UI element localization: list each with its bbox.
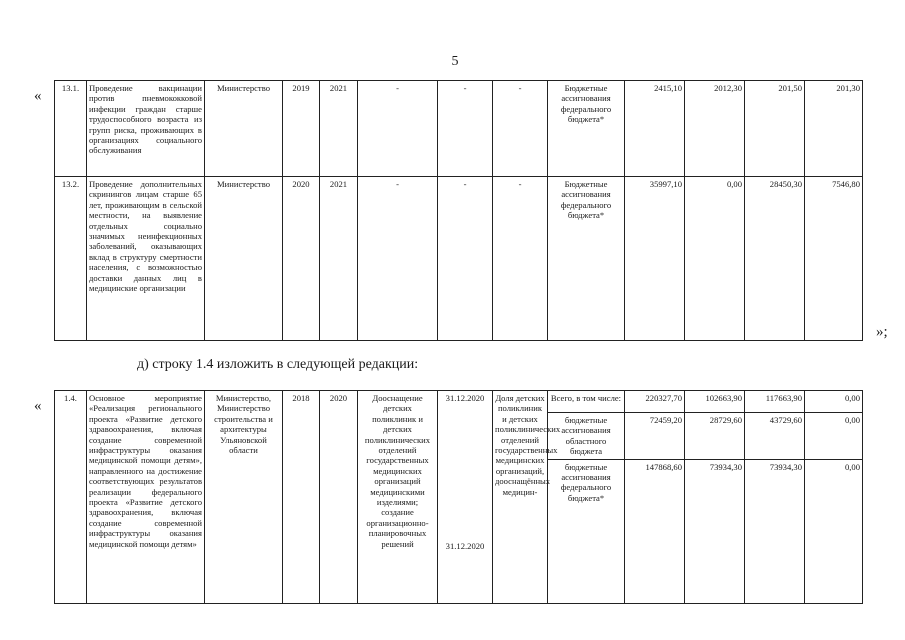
start-year: 2020 bbox=[283, 177, 320, 341]
executor: Министерство bbox=[205, 177, 283, 341]
deadline-date-2: 31.12.2020 bbox=[445, 541, 485, 551]
start-year: 2019 bbox=[283, 81, 320, 177]
executor: Министерство bbox=[205, 81, 283, 177]
end-year: 2020 bbox=[320, 391, 358, 604]
funding-source: бюджетные ассигнования федерального бюджета* bbox=[548, 459, 625, 603]
dash-cell: - bbox=[493, 81, 548, 177]
row-number: 1.4. bbox=[55, 391, 87, 604]
start-year: 2018 bbox=[283, 391, 320, 604]
executor: Министерство, Министерство строительства и архитектуры Ульяновской области bbox=[205, 391, 283, 604]
total-amount: 35997,10 bbox=[625, 177, 685, 341]
closing-quote: »; bbox=[876, 324, 888, 340]
deadline-date-1: 31.12.2020 bbox=[445, 393, 485, 403]
year1-amount: 102663,90 bbox=[685, 391, 745, 413]
year2-amount: 43729,60 bbox=[745, 413, 805, 460]
table-row-1-4 bbox=[54, 390, 863, 604]
year1-amount: 28729,60 bbox=[685, 413, 745, 460]
year3-amount: 7546,80 bbox=[805, 177, 863, 341]
total-amount: 147868,60 bbox=[625, 459, 685, 603]
dash-cell: - bbox=[358, 81, 438, 177]
funding-source: бюджетные ассигнования областного бюджета bbox=[548, 413, 625, 460]
indicator-description: Доля детских поликлиник и детских поликлинических отделений государственных медицинских организаций, дооснащённых медицин- bbox=[493, 391, 548, 604]
year3-amount: 0,00 bbox=[805, 459, 863, 603]
measure-name: Проведение дополнительных скринингов лицам старше 65 лет, проживающим в сельской местности, на выявление отдельных социально значимых неинфекционных заболеваний, оказывающих вклад в структуру смертности населения, с возможностью доставки данных лиц в медицинские организации bbox=[87, 177, 205, 341]
dash-cell: - bbox=[358, 177, 438, 341]
funding-source: Бюджетные ассигнования федерального бюджета* bbox=[548, 177, 625, 341]
measure-name: Основное мероприятие «Реализация регионального проекта «Развитие детского здравоохранения, включая создание современной инфраструктуры оказания медицинской помощи детям», направленного на достижение соответствующих результатов реализации федерального проекта «Развитие детского здравоохранения, включая создание современной инфраструктуры оказания медицинской помощи детям» bbox=[87, 391, 205, 604]
table-row bbox=[55, 391, 863, 413]
funding-source: Всего, в том числе: bbox=[548, 391, 625, 413]
year1-amount: 2012,30 bbox=[685, 81, 745, 177]
year2-amount: 201,50 bbox=[745, 81, 805, 177]
dash-cell: - bbox=[438, 177, 493, 341]
year1-amount: 73934,30 bbox=[685, 459, 745, 603]
table-continuation bbox=[54, 80, 863, 341]
dash-cell: - bbox=[493, 177, 548, 341]
result-description: Дооснащение детских поликлиник и детских поликлинических отделений государственных медицинских организаций медицинскими изделиями; создание организационно-планировочных решений bbox=[358, 391, 438, 604]
year2-amount: 117663,90 bbox=[745, 391, 805, 413]
year3-amount: 0,00 bbox=[805, 413, 863, 460]
deadline-cell bbox=[438, 391, 493, 604]
opening-quote-1: « bbox=[34, 88, 42, 104]
row-number: 13.1. bbox=[55, 81, 87, 177]
funding-source: Бюджетные ассигнования федерального бюджета* bbox=[548, 81, 625, 177]
end-year: 2021 bbox=[320, 81, 358, 177]
row-number: 13.2. bbox=[55, 177, 87, 341]
table-row bbox=[55, 177, 863, 341]
total-amount: 220327,70 bbox=[625, 391, 685, 413]
year3-amount: 201,30 bbox=[805, 81, 863, 177]
page-number: 5 bbox=[451, 54, 459, 69]
year1-amount: 0,00 bbox=[685, 177, 745, 341]
year3-amount: 0,00 bbox=[805, 391, 863, 413]
year2-amount: 73934,30 bbox=[745, 459, 805, 603]
opening-quote-2: « bbox=[34, 398, 42, 414]
end-year: 2021 bbox=[320, 177, 358, 341]
year2-amount: 28450,30 bbox=[745, 177, 805, 341]
section-heading: д) строку 1.4 изложить в следующей редакции: bbox=[137, 357, 419, 372]
measure-name: Проведение вакцинации против пневмококковой инфекции граждан старше трудоспособного возраста из групп риска, проживающих в организациях социального обслуживания bbox=[87, 81, 205, 177]
dash-cell: - bbox=[438, 81, 493, 177]
total-amount: 72459,20 bbox=[625, 413, 685, 460]
table-row bbox=[55, 81, 863, 177]
total-amount: 2415,10 bbox=[625, 81, 685, 177]
